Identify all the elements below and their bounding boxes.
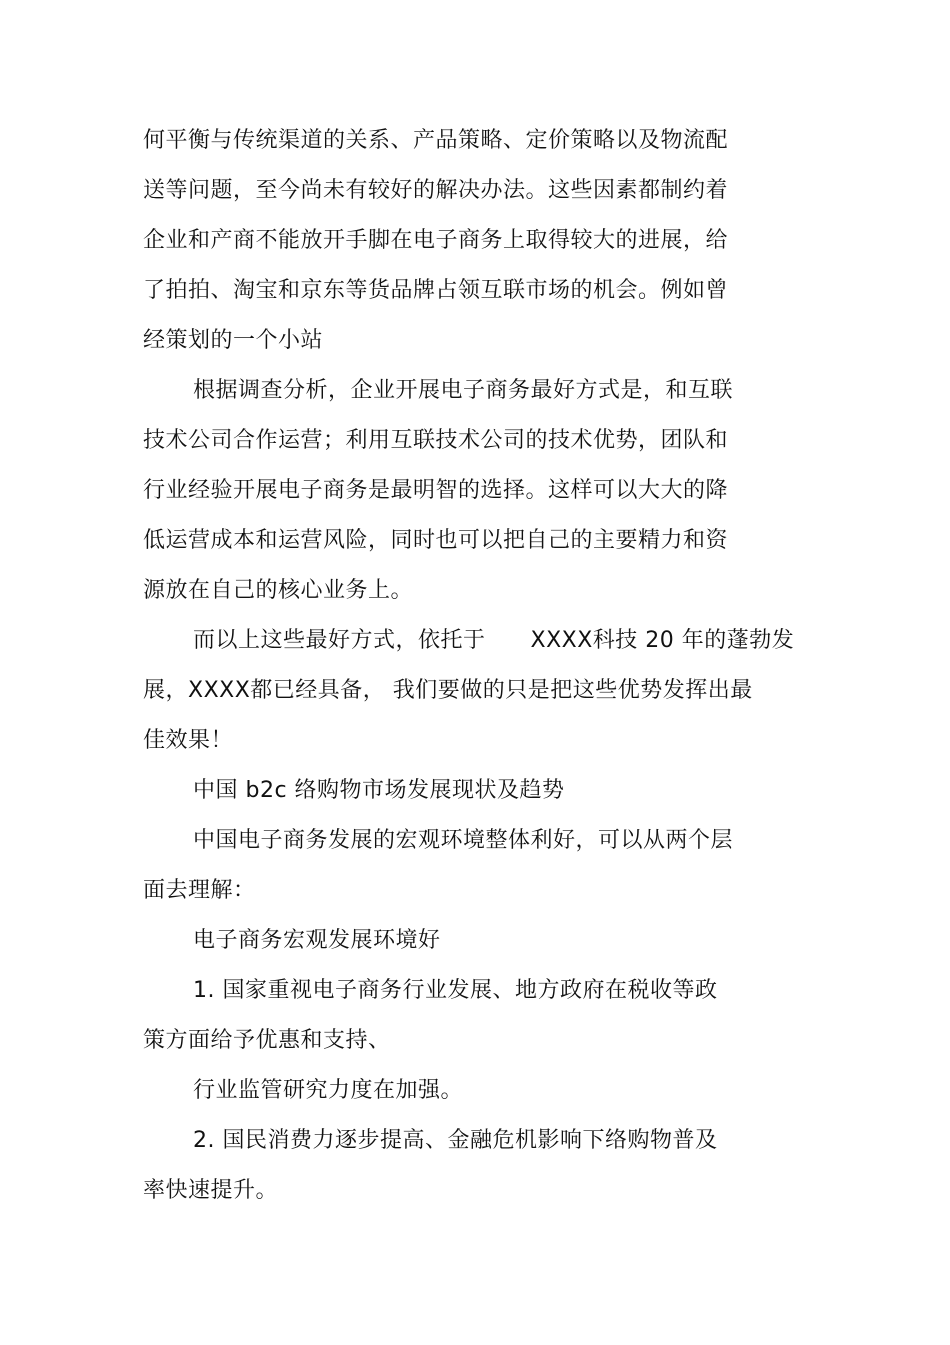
- text-line: 中国电子商务发展的宏观环境整体利好，可以从两个层: [193, 828, 734, 853]
- text-line: 展，XXXX都已经具备， 我们要做的只是把这些优势发挥出最: [143, 678, 753, 703]
- list-item: 2. 国民消费力逐步提高、金融危机影响下络购物普及: [193, 1128, 718, 1153]
- text-line: 而以上这些最好方式，依托于 XXXX科技 20 年的蓬勃发: [193, 628, 795, 653]
- text-line: 策方面给予优惠和支持、: [143, 1028, 391, 1053]
- subheading: 电子商务宏观发展环境好: [193, 928, 441, 953]
- list-item: 1. 国家重视电子商务行业发展、地方政府在税收等政: [193, 978, 718, 1003]
- text-line: 行业监管研究力度在加强。: [193, 1078, 464, 1103]
- text-line: 源放在自己的核心业务上。: [143, 578, 414, 603]
- text-line: 率快速提升。: [143, 1178, 279, 1203]
- text-line: 技术公司合作运营；利用互联技术公司的技术优势，团队和: [143, 428, 729, 453]
- text-line: 何平衡与传统渠道的关系、产品策略、定价策略以及物流配: [143, 128, 729, 153]
- text-line: 送等问题，至今尚未有较好的解决办法。这些因素都制约着: [143, 178, 729, 203]
- text-line: 佳效果！: [143, 728, 234, 753]
- text-line: 行业经验开展电子商务是最明智的选择。这样可以大大的降: [143, 478, 729, 503]
- text-line: 面去理解：: [143, 878, 256, 903]
- text-line: 了拍拍、淘宝和京东等货品牌占领互联市场的机会。例如曾: [143, 278, 729, 303]
- section-heading: 中国 b2c 络购物市场发展现状及趋势: [193, 778, 565, 803]
- text-line: 企业和产商不能放开手脚在电子商务上取得较大的进展，给: [143, 228, 729, 253]
- text-line: 经策划的一个小站: [143, 328, 324, 353]
- text-line: 低运营成本和运营风险，同时也可以把自己的主要精力和资: [143, 528, 729, 553]
- text-line: 根据调查分析，企业开展电子商务最好方式是，和互联: [193, 378, 734, 403]
